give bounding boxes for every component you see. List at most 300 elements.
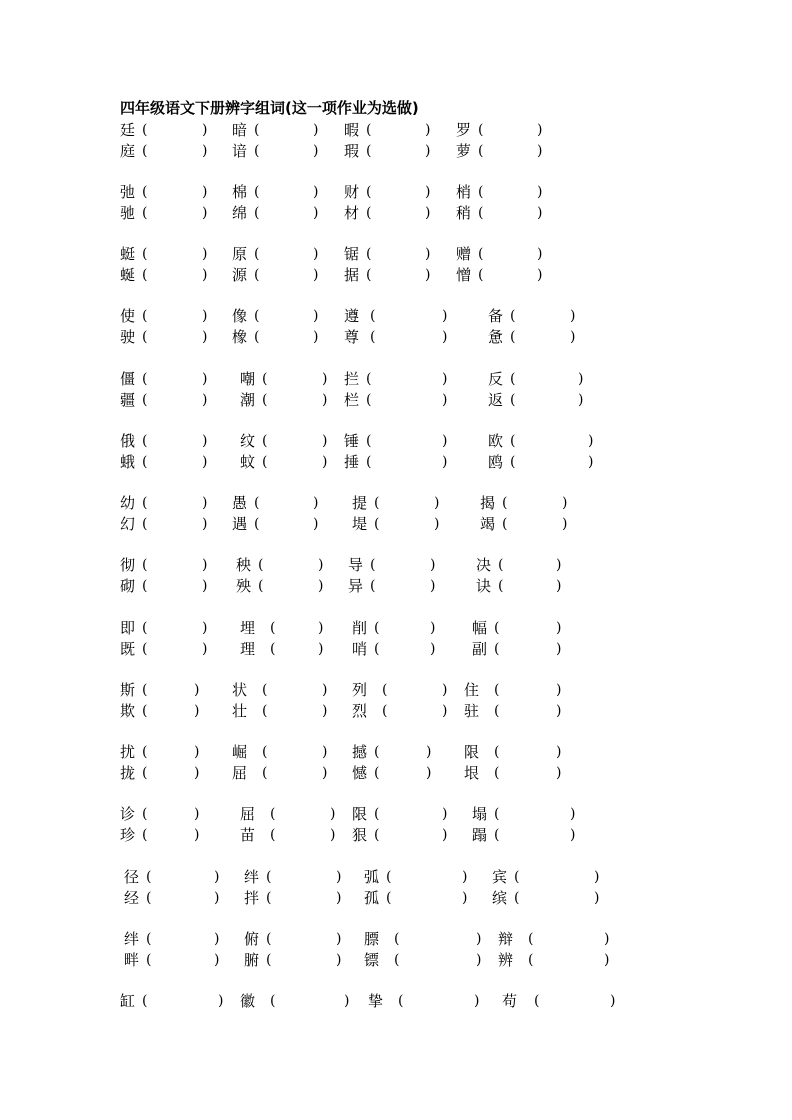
character: 愚	[232, 494, 248, 512]
answer-blank[interactable]	[154, 950, 212, 970]
character: 欺	[120, 702, 136, 720]
character: 拦	[344, 370, 360, 388]
character: 崛	[232, 743, 248, 761]
character: 畔	[124, 951, 140, 969]
word-row	[0, 701, 792, 721]
answer-blank[interactable]	[154, 929, 212, 949]
answer-blank[interactable]	[262, 203, 311, 223]
answer-blank[interactable]	[150, 120, 200, 140]
open-paren: (	[254, 329, 260, 345]
word-row	[0, 265, 792, 285]
close-paren: )	[202, 433, 208, 449]
answer-blank[interactable]	[150, 431, 200, 451]
character: 砌	[120, 577, 136, 595]
character: 诊	[120, 805, 136, 823]
character: 蜒	[120, 266, 136, 284]
character: 塌	[472, 805, 488, 823]
answer-blank[interactable]	[502, 825, 568, 845]
answer-blank[interactable]	[150, 203, 200, 223]
answer-blank[interactable]	[270, 701, 320, 721]
open-paren: (	[266, 890, 272, 906]
close-paren: )	[202, 122, 208, 138]
close-paren: )	[313, 184, 319, 200]
answer-blank[interactable]	[270, 369, 320, 389]
character: 遵	[344, 307, 360, 325]
answer-blank[interactable]	[390, 701, 440, 721]
answer-blank[interactable]	[150, 701, 192, 721]
answer-blank[interactable]	[510, 514, 560, 534]
answer-blank[interactable]	[510, 493, 560, 513]
open-paren: (	[366, 122, 372, 138]
character: 材	[344, 204, 360, 222]
character: 栏	[344, 391, 360, 409]
answer-blank[interactable]	[378, 576, 428, 596]
character: 孤	[364, 889, 380, 907]
close-paren: )	[476, 952, 482, 968]
character: 壮	[232, 702, 248, 720]
character: 谙	[232, 142, 248, 160]
open-paren: (	[254, 205, 260, 221]
close-paren: )	[537, 246, 543, 262]
close-paren: )	[202, 620, 208, 636]
answer-blank[interactable]	[382, 639, 428, 659]
close-paren: )	[570, 827, 576, 843]
character: 苗	[240, 826, 256, 844]
open-paren: (	[366, 454, 372, 470]
answer-blank[interactable]	[382, 825, 440, 845]
character: 既	[120, 640, 136, 658]
open-paren: (	[374, 620, 380, 636]
character: 廷	[120, 121, 136, 139]
answer-blank[interactable]	[150, 514, 200, 534]
answer-blank[interactable]	[382, 618, 428, 638]
close-paren: )	[194, 703, 200, 719]
close-paren: )	[313, 122, 319, 138]
close-paren: )	[537, 267, 543, 283]
close-paren: )	[322, 433, 328, 449]
character: 俯	[244, 930, 260, 948]
close-paren: )	[570, 806, 576, 822]
answer-blank[interactable]	[378, 327, 440, 347]
character: 幻	[120, 515, 136, 533]
character: 殃	[236, 577, 252, 595]
open-paren: (	[366, 205, 372, 221]
character: 僵	[120, 370, 136, 388]
answer-blank[interactable]	[150, 265, 200, 285]
close-paren: )	[318, 641, 324, 657]
close-paren: )	[604, 952, 610, 968]
character: 辨	[498, 951, 514, 969]
answer-blank[interactable]	[262, 182, 311, 202]
open-paren: (	[478, 267, 484, 283]
word-row	[0, 244, 792, 264]
answer-blank[interactable]	[486, 120, 535, 140]
close-paren: )	[202, 516, 208, 532]
answer-blank[interactable]	[486, 244, 535, 264]
character: 珍	[120, 826, 136, 844]
answer-blank[interactable]	[536, 929, 602, 949]
word-row	[0, 452, 792, 472]
answer-blank[interactable]	[262, 327, 311, 347]
close-paren: )	[202, 184, 208, 200]
open-paren: (	[142, 392, 148, 408]
character: 疆	[120, 391, 136, 409]
answer-blank[interactable]	[270, 452, 320, 472]
answer-blank[interactable]	[150, 639, 200, 659]
answer-blank[interactable]	[502, 701, 554, 721]
answer-blank[interactable]	[274, 929, 334, 949]
close-paren: )	[426, 765, 432, 781]
answer-blank[interactable]	[522, 867, 592, 887]
close-paren: )	[430, 641, 436, 657]
close-paren: )	[462, 869, 468, 885]
close-paren: )	[562, 495, 568, 511]
character: 源	[232, 266, 248, 284]
open-paren: (	[142, 308, 148, 324]
character: 蛾	[120, 453, 136, 471]
answer-blank[interactable]	[394, 867, 460, 887]
open-paren: (	[146, 952, 152, 968]
open-paren: (	[254, 495, 260, 511]
answer-blank[interactable]	[262, 306, 311, 326]
answer-blank[interactable]	[518, 452, 586, 472]
answer-blank[interactable]	[262, 265, 311, 285]
close-paren: )	[344, 993, 350, 1009]
close-paren: )	[194, 827, 200, 843]
open-paren: (	[146, 931, 152, 947]
character: 返	[488, 391, 504, 409]
close-paren: )	[462, 890, 468, 906]
open-paren: (	[142, 516, 148, 532]
open-paren: (	[254, 308, 260, 324]
close-paren: )	[318, 578, 324, 594]
word-row	[0, 680, 792, 700]
word-row	[0, 991, 792, 1011]
answer-blank[interactable]	[150, 742, 192, 762]
character: 拢	[120, 764, 136, 782]
word-row	[0, 950, 792, 970]
close-paren: )	[474, 993, 480, 1009]
close-paren: )	[322, 371, 328, 387]
character: 暗	[232, 121, 248, 139]
answer-blank[interactable]	[402, 950, 474, 970]
character: 嘲	[240, 370, 256, 388]
answer-blank[interactable]	[502, 742, 554, 762]
close-paren: )	[214, 952, 220, 968]
answer-blank[interactable]	[518, 369, 576, 389]
word-row	[0, 369, 792, 389]
open-paren: (	[262, 682, 268, 698]
close-paren: )	[218, 993, 224, 1009]
answer-blank[interactable]	[150, 618, 200, 638]
answer-blank[interactable]	[150, 141, 200, 161]
character: 备	[488, 307, 504, 325]
open-paren: (	[142, 557, 148, 573]
close-paren: )	[322, 392, 328, 408]
close-paren: )	[202, 308, 208, 324]
open-paren: (	[266, 869, 272, 885]
character: 潮	[240, 391, 256, 409]
answer-blank[interactable]	[266, 555, 316, 575]
open-paren: (	[262, 744, 268, 760]
close-paren: )	[322, 454, 328, 470]
character: 拌	[244, 889, 260, 907]
open-paren: (	[494, 806, 500, 822]
answer-blank[interactable]	[270, 431, 320, 451]
answer-blank[interactable]	[374, 390, 440, 410]
answer-blank[interactable]	[374, 265, 423, 285]
answer-blank[interactable]	[394, 888, 460, 908]
close-paren: )	[194, 744, 200, 760]
open-paren: (	[142, 246, 148, 262]
open-paren: (	[142, 993, 148, 1009]
answer-blank[interactable]	[150, 576, 200, 596]
word-row	[0, 763, 792, 783]
answer-blank[interactable]	[278, 991, 342, 1011]
answer-blank[interactable]	[278, 825, 328, 845]
word-row	[0, 120, 792, 140]
open-paren: (	[478, 184, 484, 200]
answer-blank[interactable]	[150, 390, 200, 410]
answer-blank[interactable]	[506, 555, 554, 575]
character: 狠	[352, 826, 368, 844]
open-paren: (	[494, 744, 500, 760]
close-paren: )	[588, 433, 594, 449]
answer-blank[interactable]	[278, 618, 316, 638]
answer-blank[interactable]	[266, 576, 316, 596]
answer-blank[interactable]	[402, 929, 474, 949]
open-paren: (	[478, 122, 484, 138]
answer-blank[interactable]	[150, 825, 192, 845]
answer-blank[interactable]	[262, 141, 311, 161]
close-paren: )	[442, 682, 448, 698]
answer-blank[interactable]	[274, 867, 334, 887]
answer-blank[interactable]	[150, 182, 200, 202]
character: 镖	[364, 951, 380, 969]
answer-blank[interactable]	[382, 514, 432, 534]
character: 揭	[480, 494, 496, 512]
open-paren: (	[254, 516, 260, 532]
open-paren: (	[374, 495, 380, 511]
open-paren: (	[254, 122, 260, 138]
close-paren: )	[336, 931, 342, 947]
answer-blank[interactable]	[150, 680, 192, 700]
answer-blank[interactable]	[374, 369, 440, 389]
open-paren: (	[510, 454, 516, 470]
answer-blank[interactable]	[382, 763, 424, 783]
character: 蚊	[240, 453, 256, 471]
answer-blank[interactable]	[542, 991, 608, 1011]
answer-blank[interactable]	[390, 680, 440, 700]
answer-blank[interactable]	[378, 306, 440, 326]
answer-blank[interactable]	[502, 763, 554, 783]
open-paren: (	[494, 827, 500, 843]
answer-blank[interactable]	[262, 514, 311, 534]
answer-blank[interactable]	[270, 763, 320, 783]
word-row	[0, 929, 792, 949]
open-paren: (	[366, 143, 372, 159]
answer-blank[interactable]	[150, 327, 200, 347]
answer-blank[interactable]	[518, 390, 576, 410]
close-paren: )	[442, 329, 448, 345]
answer-blank[interactable]	[150, 452, 200, 472]
close-paren: )	[313, 246, 319, 262]
answer-blank[interactable]	[502, 639, 554, 659]
close-paren: )	[318, 620, 324, 636]
answer-blank[interactable]	[486, 203, 535, 223]
character: 俄	[120, 432, 136, 450]
answer-blank[interactable]	[374, 182, 423, 202]
close-paren: )	[313, 205, 319, 221]
close-paren: )	[442, 433, 448, 449]
word-row	[0, 203, 792, 223]
answer-blank[interactable]	[150, 763, 192, 783]
close-paren: )	[202, 267, 208, 283]
word-row	[0, 390, 792, 410]
open-paren: (	[394, 952, 400, 968]
close-paren: )	[430, 578, 436, 594]
word-row	[0, 493, 792, 513]
character: 辩	[498, 930, 514, 948]
character: 反	[488, 370, 504, 388]
answer-blank[interactable]	[270, 680, 320, 700]
character: 决	[476, 556, 492, 574]
word-row	[0, 182, 792, 202]
answer-blank[interactable]	[374, 120, 423, 140]
open-paren: (	[142, 495, 148, 511]
answer-blank[interactable]	[262, 244, 311, 264]
close-paren: )	[556, 703, 562, 719]
character: 绊	[124, 930, 140, 948]
character: 棉	[232, 183, 248, 201]
answer-blank[interactable]	[262, 493, 311, 513]
character: 状	[232, 681, 248, 699]
answer-blank[interactable]	[150, 306, 200, 326]
open-paren: (	[258, 578, 264, 594]
open-paren: (	[142, 184, 148, 200]
answer-blank[interactable]	[382, 804, 440, 824]
character: 锯	[344, 245, 360, 263]
word-row	[0, 618, 792, 638]
character: 像	[232, 307, 248, 325]
character: 绵	[232, 204, 248, 222]
character: 即	[120, 619, 136, 637]
character: 遇	[232, 515, 248, 533]
answer-blank[interactable]	[274, 950, 334, 970]
open-paren: (	[498, 578, 504, 594]
answer-blank[interactable]	[150, 991, 216, 1011]
character: 徽	[240, 992, 256, 1010]
answer-blank[interactable]	[406, 991, 472, 1011]
close-paren: )	[425, 205, 431, 221]
answer-blank[interactable]	[262, 120, 311, 140]
answer-blank[interactable]	[374, 141, 423, 161]
open-paren: (	[478, 205, 484, 221]
close-paren: )	[425, 246, 431, 262]
answer-blank[interactable]	[278, 639, 316, 659]
answer-blank[interactable]	[486, 182, 535, 202]
answer-blank[interactable]	[150, 555, 200, 575]
open-paren: (	[370, 329, 376, 345]
open-paren: (	[374, 516, 380, 532]
answer-blank[interactable]	[502, 680, 554, 700]
answer-blank[interactable]	[374, 244, 423, 264]
word-row	[0, 742, 792, 762]
answer-blank[interactable]	[274, 888, 334, 908]
answer-blank[interactable]	[154, 867, 212, 887]
answer-blank[interactable]	[154, 888, 212, 908]
answer-blank[interactable]	[522, 888, 592, 908]
open-paren: (	[142, 433, 148, 449]
answer-blank[interactable]	[150, 804, 192, 824]
open-paren: (	[142, 578, 148, 594]
close-paren: )	[336, 890, 342, 906]
answer-blank[interactable]	[374, 203, 423, 223]
character: 缸	[120, 992, 136, 1010]
character: 惫	[488, 328, 504, 346]
character: 弧	[364, 868, 380, 886]
open-paren: (	[142, 143, 148, 159]
answer-blank[interactable]	[270, 390, 320, 410]
answer-blank[interactable]	[518, 431, 586, 451]
character: 导	[348, 556, 364, 574]
open-paren: (	[528, 952, 534, 968]
answer-blank[interactable]	[502, 618, 554, 638]
answer-blank[interactable]	[378, 555, 428, 575]
character: 原	[232, 245, 248, 263]
answer-blank[interactable]	[270, 742, 320, 762]
answer-blank[interactable]	[518, 306, 568, 326]
answer-blank[interactable]	[506, 576, 554, 596]
close-paren: )	[214, 890, 220, 906]
open-paren: (	[262, 454, 268, 470]
close-paren: )	[202, 392, 208, 408]
answer-blank[interactable]	[536, 950, 602, 970]
answer-blank[interactable]	[382, 493, 432, 513]
answer-blank[interactable]	[382, 742, 424, 762]
answer-blank[interactable]	[518, 327, 568, 347]
character: 列	[352, 681, 368, 699]
character: 尊	[344, 328, 360, 346]
close-paren: )	[476, 931, 482, 947]
close-paren: )	[537, 184, 543, 200]
open-paren: (	[374, 641, 380, 657]
answer-blank[interactable]	[150, 493, 200, 513]
answer-blank[interactable]	[486, 265, 535, 285]
answer-blank[interactable]	[150, 244, 200, 264]
answer-blank[interactable]	[374, 431, 440, 451]
answer-blank[interactable]	[278, 804, 328, 824]
open-paren: (	[270, 806, 276, 822]
answer-blank[interactable]	[486, 141, 535, 161]
answer-blank[interactable]	[150, 369, 200, 389]
open-paren: (	[270, 620, 276, 636]
close-paren: )	[594, 869, 600, 885]
answer-blank[interactable]	[502, 804, 568, 824]
answer-blank[interactable]	[374, 452, 440, 472]
open-paren: (	[258, 557, 264, 573]
close-paren: )	[202, 495, 208, 511]
character: 驶	[120, 328, 136, 346]
open-paren: (	[494, 682, 500, 698]
close-paren: )	[442, 827, 448, 843]
open-paren: (	[478, 143, 484, 159]
close-paren: )	[556, 620, 562, 636]
close-paren: )	[313, 329, 319, 345]
close-paren: )	[202, 557, 208, 573]
character: 住	[464, 681, 480, 699]
character: 径	[124, 868, 140, 886]
